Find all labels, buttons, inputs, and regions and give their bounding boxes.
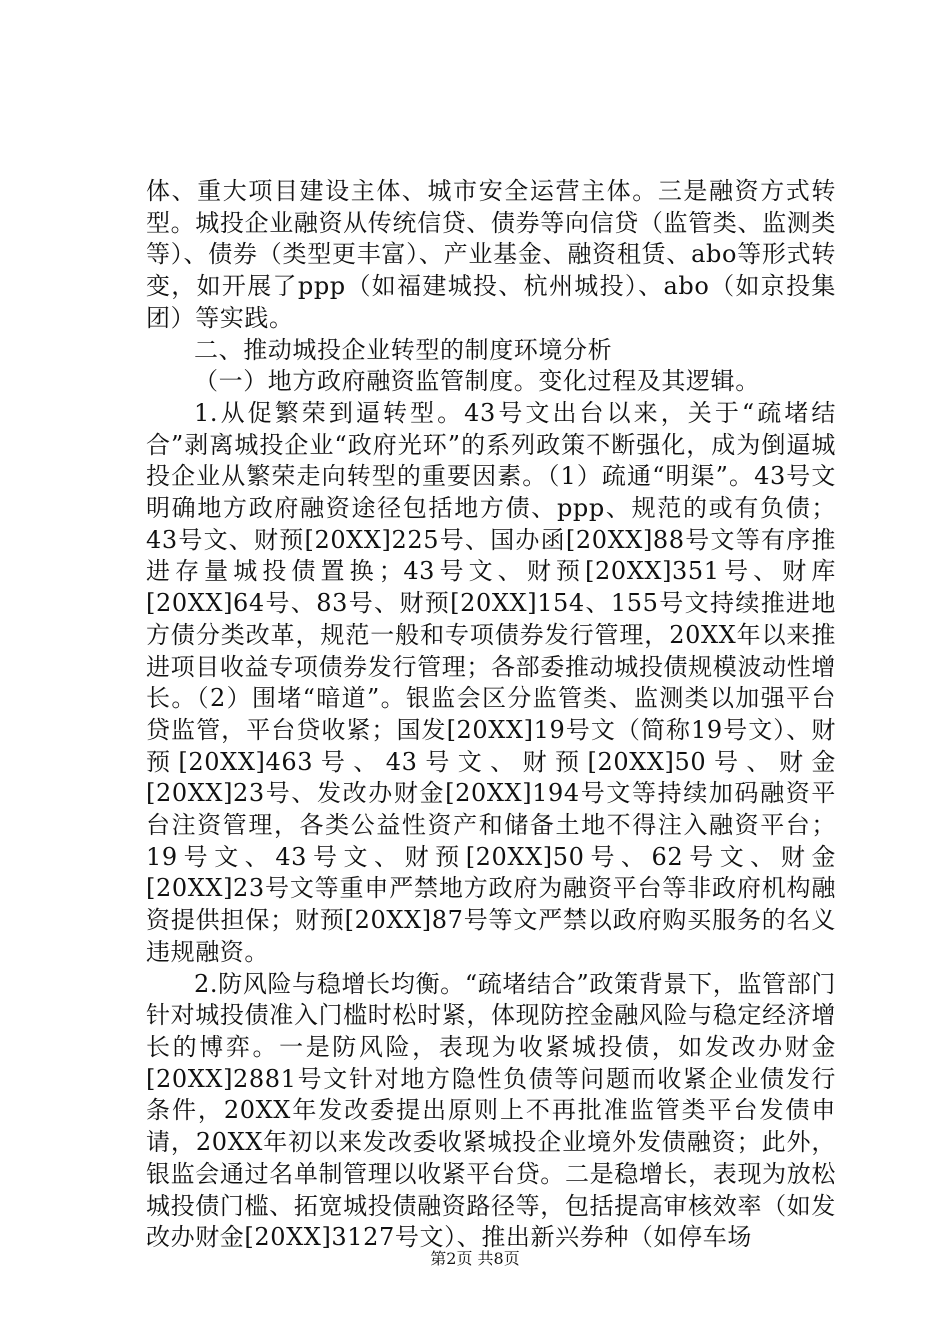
paragraph-item-2: 2.防风险与稳增长均衡。“疏堵结合”政策背景下，监管部门针对城投债准入门槛时松时紧，体现防控金融风险与稳定经济增长的博弈。一是防风险，表现为收紧城投债，如发改办财金[20XX]2881号文针对地方隐性负债等问题而收紧企业债发行条件，20XX年发改委提出原则上不再批准监管类平台发债申请，20XX年初以来发改委收紧城投企业境外发债融资；此外，银监会通过名单制管理以收紧平台贷。二是稳增长，表现为放松城投债门槛、拓宽城投债融资路径等，包括提高审核效率（如发改办财金[20XX]3127号文）、推出新兴券种（如停车场 xyxy=(146,969,836,1252)
section-heading: 二、推动城投企业转型的制度环境分析 xyxy=(194,335,613,364)
paragraph-continuation: 体、重大项目建设主体、城市安全运营主体。三是融资方式转型。城投企业融资从传统信贷、债券等向信贷（监管类、监测类等）、债券（类型更丰富）、产业基金、融资租赁、abo等形式转变，如开展了ppp（如福建城投、杭州城投）、abo（如京投集团）等实践。 xyxy=(146,177,836,332)
page-footer: 第2页 共8页 xyxy=(430,1249,520,1268)
paragraph-item-1: 1.从促繁荣到逼转型。43号文出台以来，关于“疏堵结合”剥离城投企业“政府光环”的系列政策不断强化，成为倒逼城投企业从繁荣走向转型的重要因素。（1）疏通“明渠”。43号文明确地方政府融资途径包括地方债、ppp、规范的或有负债；43号文、财预[20XX]225号、国办函[20XX]88号文等有序推进存量城投债置换；43号文、财预[20XX]351号、财库[20XX]64号、83号、财预[20XX]154、155号文持续推进地方债分类改革，规范一般和专项债券发行管理，20XX年以来推进项目收益专项债券发行管理；各部委推动城投债规模波动性增长。（2）围堵“暗道”。银监会区分监管类、监测类以加强平台贷监管，平台贷收紧；国发[20XX]19号文（简称19号文）、财预[20XX]463号、43号文、财预[20XX]50号、财金[20XX]23号、发改办财金[20XX]194号文等持续加码融资平台注资管理，各类公益性资产和储备土地不得注入融资平台；19号文、43号文、财预[20XX]50号、62号文、财金[20XX]23号文等重申严禁地方政府为融资平台等非政府机构融资提供担保；财预[20XX]87号等文严禁以政府购买服务的名义违规融资。 xyxy=(146,398,836,966)
subsection-heading: （一）地方政府融资监管制度。变化过程及其逻辑。 xyxy=(194,367,760,396)
document-body xyxy=(146,176,836,1254)
